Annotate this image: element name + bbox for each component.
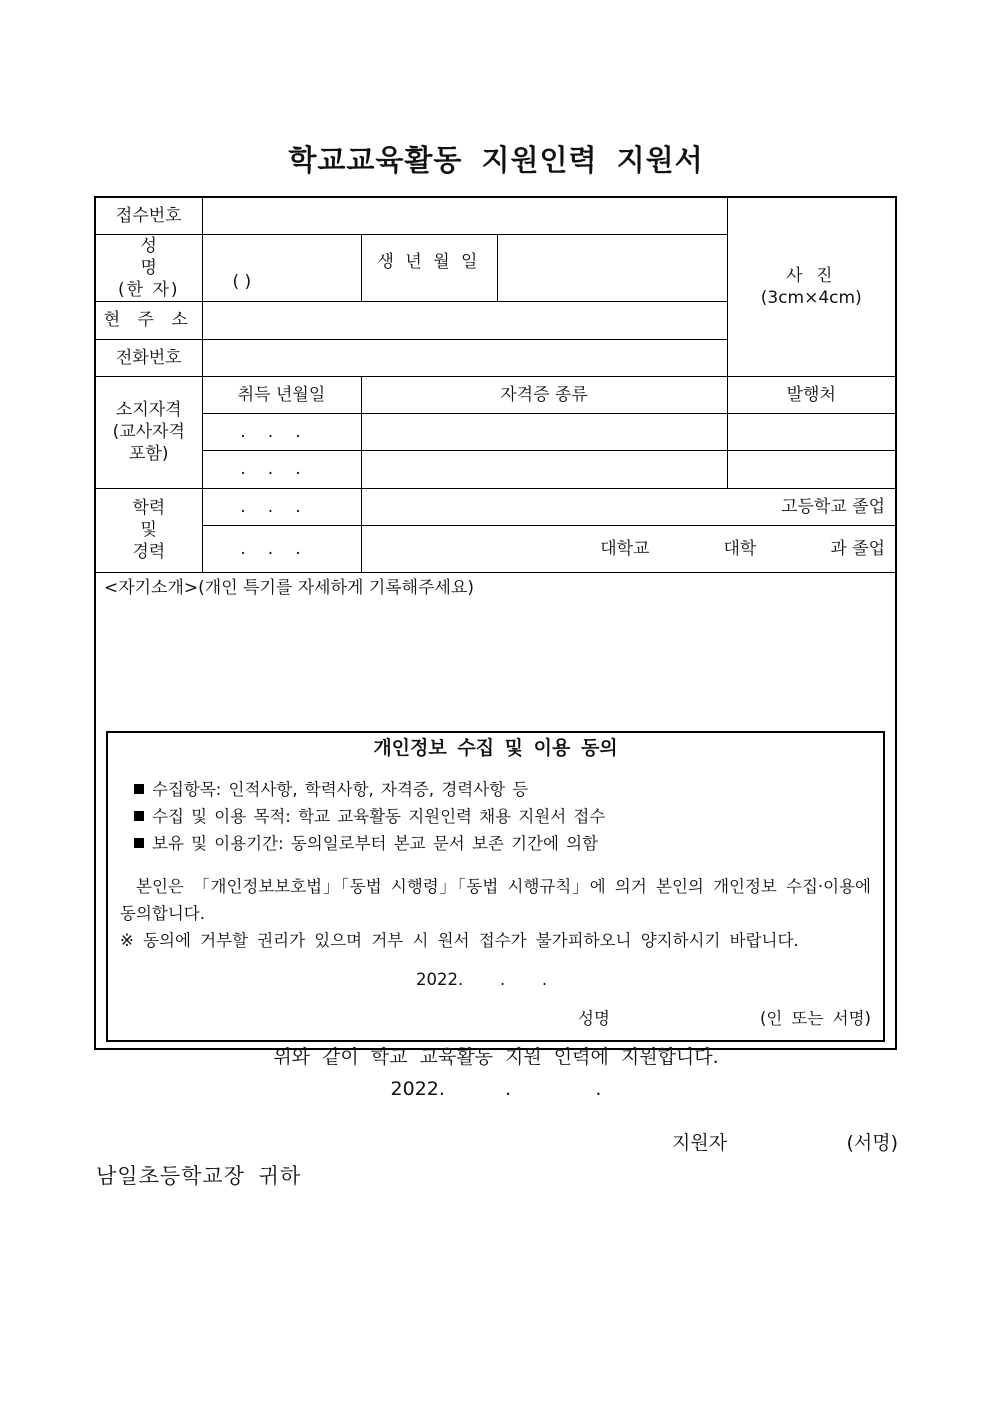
cert-type-field-1[interactable] [361,413,727,450]
consent-sign-name: 성명 [578,1008,610,1028]
phone-label: 전화번호 [95,339,202,376]
applicant-signature-line [672,1128,898,1155]
consent-item: 보유 및 이용기간: 동의일로부터 본교 문서 보존 기간에 의함 [120,830,871,857]
name-field[interactable]: ( ) [202,234,361,301]
cert-date-field-2[interactable]: ... [202,450,361,488]
cert-issuer-field-2[interactable] [727,450,896,488]
edu-date-field-2[interactable]: ... [202,525,361,572]
cert-label: 소지자격 (교사자격 포함) [95,376,202,488]
document-title: 학교교육활동 지원인력 지원서 [288,143,704,177]
cert-col-date: 취득 년월일 [202,376,361,413]
address-label: 현 주 소 [95,301,202,339]
signature-field[interactable]: (서명) [846,1132,898,1154]
receipt-no-field[interactable] [202,197,727,234]
name-label: 성 명 (한 자) [95,234,202,301]
university-field[interactable] [361,525,896,572]
education-label: 학력 및 경력 [95,488,202,572]
highschool-field[interactable]: 고등학교 졸업 [361,488,896,525]
receipt-no-label: 접수번호 [95,197,202,234]
declaration-text: 위와 같이 학교 교육활동 지원 인력에 지원합니다. [273,1046,719,1068]
square-bullet-icon [134,811,144,821]
university-label: 대학교 [600,538,650,559]
cert-type-field-2[interactable] [361,450,727,488]
cert-col-type: 자격증 종류 [361,376,727,413]
photo-box[interactable] [727,197,896,376]
square-bullet-icon [134,838,144,848]
consent-date[interactable]: 2022. . . [416,969,548,989]
applicant-label: 지원자 [672,1132,728,1154]
consent-item: 수집 및 이용 목적: 학교 교육활동 지원인력 채용 지원서 접수 [120,803,871,830]
address-field[interactable] [202,301,727,339]
consent-signature [120,1005,871,1032]
application-form-table [94,196,897,1050]
birth-label: 생 년 월 일 [361,234,497,301]
consent-sign-note[interactable]: (인 또는 서명) [759,1008,871,1028]
consent-statement: 본인은 「개인정보보호법」「동법 시행령」「동법 시행규칙」에 의거 본인의 개인정보 수집·이용에 동의합니다. [120,876,871,923]
consent-item: 수집항목: 인적사항, 학력사항, 자격증, 경력사항 등 [120,776,871,803]
square-bullet-icon [134,784,144,794]
privacy-consent-box [106,731,885,1042]
self-intro-label: <자기소개>(개인 특기를 자세하게 기록해주세요) [104,577,474,598]
edu-date-field-1[interactable]: ... [202,488,361,525]
cert-issuer-field-1[interactable] [727,413,896,450]
application-date[interactable]: 2022. . . [390,1078,602,1100]
photo-label: 사 진 [786,265,837,286]
college-label: 대학 [723,538,757,559]
birth-field[interactable] [497,234,727,301]
department-label: 과 졸업 [830,538,885,559]
self-intro-section[interactable] [95,572,896,1049]
photo-size: (3cm×4cm) [760,287,862,308]
phone-field[interactable] [202,339,727,376]
consent-notice: ※ 동의에 거부할 권리가 있으며 거부 시 원서 접수가 불가피하오니 양지하시기 바랍니다. [120,930,799,950]
addressee: 남일초등학교장 귀하 [96,1164,302,1188]
cert-date-field-1[interactable]: ... [202,413,361,450]
cert-col-issuer: 발행처 [727,376,896,413]
consent-title: 개인정보 수집 및 이용 동의 [373,736,618,759]
